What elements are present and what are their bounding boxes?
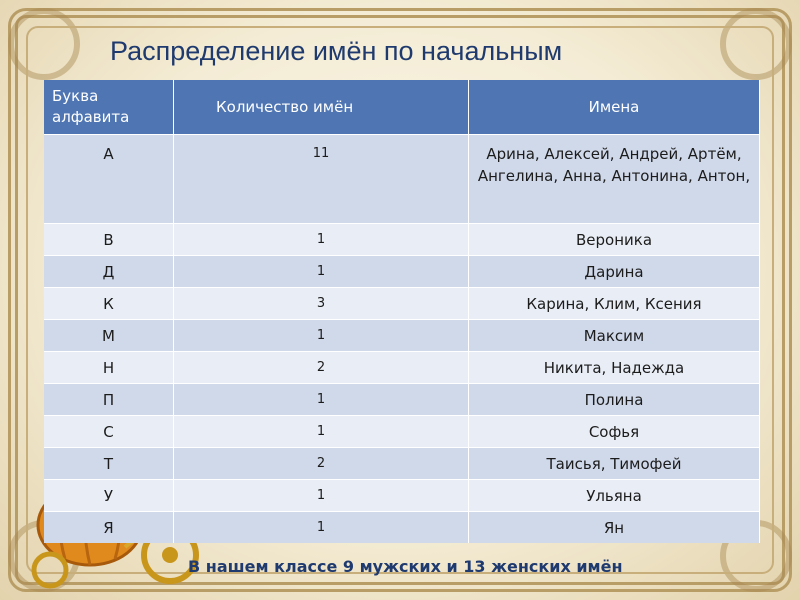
table-row [44,256,760,288]
slide-title: Распределение имён по начальным [110,36,563,66]
cell-count: 1 [174,480,469,512]
cell-letter: В [44,224,174,256]
cell-names: Софья [469,416,760,448]
cell-letter: Я [44,512,174,544]
cell-names: Карина, Клим, Ксения [469,288,760,320]
table-row [44,224,760,256]
table-row [44,135,760,224]
cell-count: 1 [174,224,469,256]
table-row [44,416,760,448]
table-row [44,288,760,320]
cell-count: 1 [174,512,469,544]
cell-count: 11 [174,135,469,224]
table-row [44,352,760,384]
cell-names: Вероника [469,224,760,256]
cell-letter: М [44,320,174,352]
cell-count: 1 [174,320,469,352]
cell-count: 2 [174,352,469,384]
table-header-row [44,80,760,135]
cell-letter: Д [44,256,174,288]
cell-letter: Т [44,448,174,480]
names-table [44,80,760,543]
cell-count: 2 [174,448,469,480]
table-row [44,384,760,416]
cell-names: Таисья, Тимофей [469,448,760,480]
cell-names: Арина, Алексей, Андрей, Артём, Ангелина, Анна, Антонина, Антон, [469,135,760,224]
cell-count: 1 [174,416,469,448]
cell-names: Полина [469,384,760,416]
cell-names: Никита, Надежда [469,352,760,384]
cell-count: 1 [174,256,469,288]
cell-letter: П [44,384,174,416]
cell-letter: С [44,416,174,448]
cell-letter: А [44,135,174,224]
cell-count: 1 [174,384,469,416]
cell-names: Ян [469,512,760,544]
cell-count: 3 [174,288,469,320]
cell-letter: К [44,288,174,320]
header-count: Количество имён [174,80,469,135]
cell-letter: У [44,480,174,512]
table-row [44,448,760,480]
cell-names: Максим [469,320,760,352]
table-row [44,320,760,352]
header-names: Имена [469,80,760,135]
summary-note: В нашем классе 9 мужских и 13 женских имён [188,557,623,576]
cell-letter: Н [44,352,174,384]
cell-names: Дарина [469,256,760,288]
cell-names: Ульяна [469,480,760,512]
header-letter: Буква алфавита [44,80,174,135]
table-row [44,480,760,512]
table-row [44,512,760,544]
